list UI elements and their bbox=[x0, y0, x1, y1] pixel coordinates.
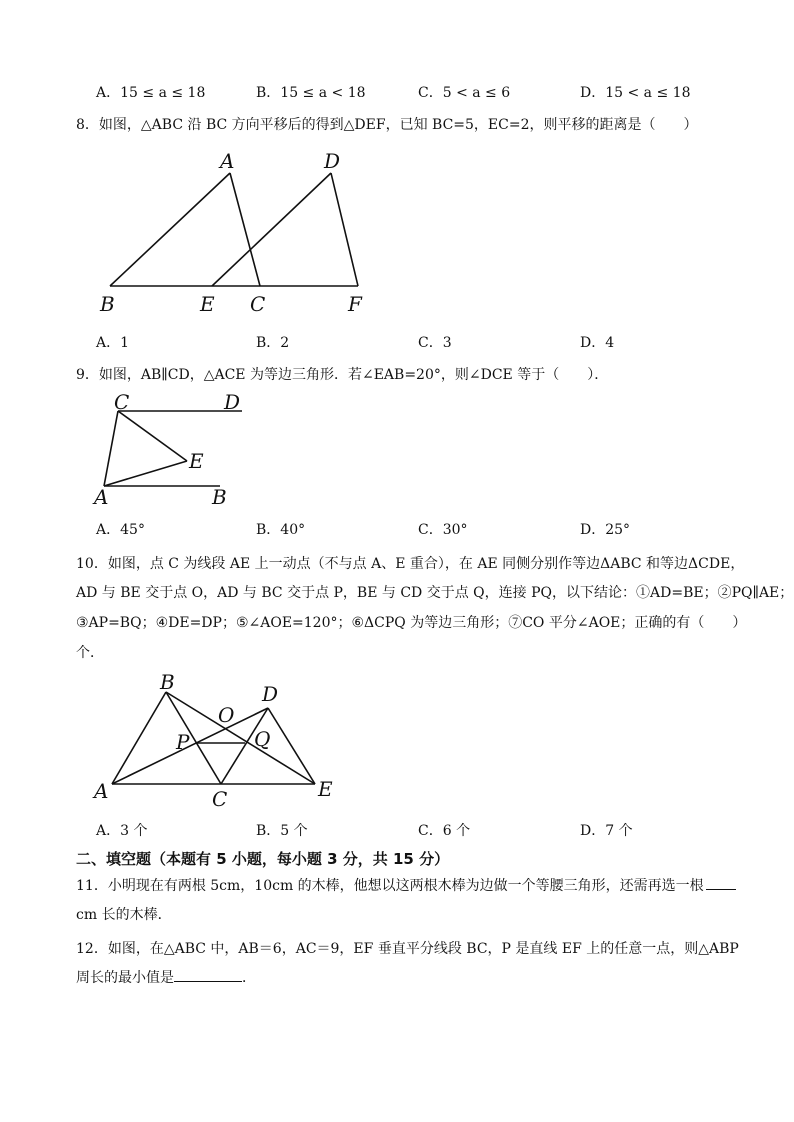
q7-option-d: D．15 < a ≤ 18 bbox=[580, 85, 691, 101]
q11-text: 11．小明现在有两根 5cm，10cm 的木棒，他想以这两根木棒为边做一个等腰三角形，还需再选一根 bbox=[76, 878, 704, 894]
q8-stem: 8．如图，△ABC 沿 BC 方向平移后的得到△DEF，已知 BC=5，EC=2，则平移的距离是（ ） bbox=[76, 117, 698, 133]
q10-option-a: A．3 个 bbox=[96, 823, 148, 839]
q11-line-2: cm 长的木棒． bbox=[76, 907, 172, 923]
q8-label-a: A bbox=[220, 149, 235, 173]
q9-label-b: B bbox=[212, 485, 227, 509]
q12-line-1: 12．如图，在△ABC 中，AB＝6，AC＝9，EF 垂直平分线段 BC，P 是直线 EF 上的任意一点，则△ABP bbox=[76, 941, 739, 957]
q8-option-d: D．4 bbox=[580, 335, 615, 351]
q12-text: 周长的最小值是 bbox=[76, 970, 174, 986]
q8-option-b: B．2 bbox=[256, 335, 290, 351]
q10-line-2: AD 与 BE 交于点 O，AD 与 BC 交于点 P，BE 与 CD 交于点 Q，连接 PQ，以下结论：①AD=BE；②PQ∥AE； bbox=[76, 585, 794, 601]
q7-option-c: C．5 < a ≤ 6 bbox=[418, 85, 511, 101]
q11-line-1 bbox=[76, 875, 736, 895]
q10-line-de bbox=[268, 708, 315, 784]
q12-answer-blank[interactable] bbox=[174, 967, 242, 982]
q9-label-e: E bbox=[189, 449, 204, 473]
q9-stem: 9．如图，AB∥CD，△ACE 为等边三角形．若∠EAB=20°，则∠DCE 等于（ ）． bbox=[76, 367, 609, 383]
q8-option-a: A．1 bbox=[96, 335, 130, 351]
q8-label-b: B bbox=[100, 292, 115, 316]
q10-label-a: A bbox=[94, 779, 109, 803]
q10-line-bc bbox=[166, 692, 221, 784]
q10-label-p: P bbox=[176, 730, 190, 754]
q9-option-b: B．40° bbox=[256, 522, 306, 538]
q8-label-e: E bbox=[200, 292, 215, 316]
q10-option-d: D．7 个 bbox=[580, 823, 633, 839]
q7-option-b: B．15 ≤ a < 18 bbox=[256, 85, 366, 101]
q9-label-a: A bbox=[94, 485, 109, 509]
q10-option-b: B．5 个 bbox=[256, 823, 308, 839]
q9-option-d: D．25° bbox=[580, 522, 631, 538]
q7-option-a: A．15 ≤ a ≤ 18 bbox=[96, 85, 206, 101]
q10-line-1: 10．如图，点 C 为线段 AE 上一动点（不与点 A、E 重合），在 AE 同侧分别作等边ΔABC 和等边ΔCDE， bbox=[76, 556, 745, 572]
q10-label-c: C bbox=[212, 787, 228, 811]
q8-option-c: C．3 bbox=[418, 335, 452, 351]
q10-line-4: 个． bbox=[76, 645, 104, 661]
section-fill-in-title: 二、填空题（本题有 5 小题，每小题 3 分，共 15 分） bbox=[76, 850, 450, 868]
q10-label-e: E bbox=[318, 777, 333, 801]
q9-label-d: D bbox=[224, 390, 241, 414]
q9-option-a: A．45° bbox=[96, 522, 145, 538]
q8-label-c: C bbox=[250, 292, 266, 316]
q10-label-d: D bbox=[262, 682, 279, 706]
q10-options bbox=[0, 820, 794, 840]
q12-text-end: ． bbox=[242, 970, 256, 986]
q8-label-f: F bbox=[348, 292, 362, 316]
q10-line-3: ③AP=BQ；④DE=DP；⑤∠AOE=120°；⑥ΔCPQ 为等边三角形；⑦CO 平分∠AOE；正确的有（ ） bbox=[76, 615, 747, 631]
q9-label-c: C bbox=[114, 390, 130, 414]
q9-option-c: C．30° bbox=[418, 522, 468, 538]
q10-label-o: O bbox=[218, 703, 235, 727]
q8-label-d: D bbox=[324, 149, 341, 173]
q12-line-2 bbox=[76, 967, 256, 987]
q11-answer-blank[interactable] bbox=[706, 875, 736, 890]
q10-label-q: Q bbox=[254, 727, 271, 751]
q10-label-b: B bbox=[160, 670, 175, 694]
q10-option-c: C．6 个 bbox=[418, 823, 471, 839]
